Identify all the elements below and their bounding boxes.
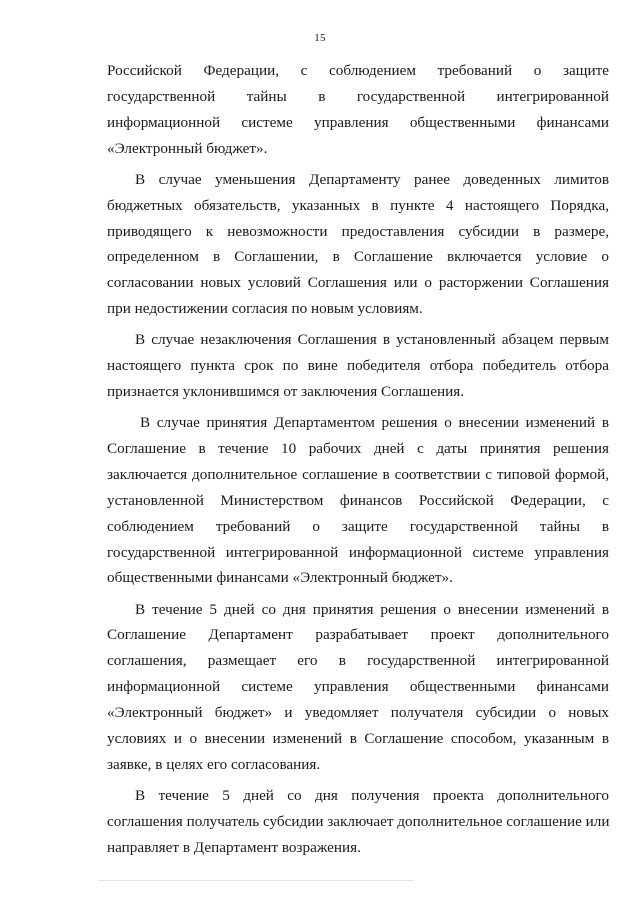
paragraph-line: информационной системе управления общественными финансами — [107, 113, 609, 131]
paragraph-line: бюджетных обязательств, указанных в пункте 4 настоящего Порядка, — [107, 196, 609, 214]
paragraph-line: В случае принятия Департаментом решения о внесении изменений в — [140, 414, 609, 432]
paragraph-line: Соглашение Департамент разрабатывает проект дополнительного — [107, 626, 609, 644]
page-number: 15 — [314, 32, 326, 44]
paragraph-line: установленной Министерством финансов Российской Федерации, с — [107, 491, 609, 509]
paragraph-line: заключается дополнительное соглашение в соответствии с типовой формой, — [107, 465, 609, 483]
paragraph-line: соблюдением требований о защите государственной тайны в — [107, 517, 609, 535]
paragraph-line: соглашения, размещает его в государственной интегрированной — [107, 652, 609, 670]
paragraph-line: настоящего пункта срок по вине победителя отбора победитель отбора — [107, 357, 609, 375]
paragraph-line: определенном в Соглашении, в Соглашение включается условие о — [107, 248, 609, 266]
paragraph-line: Российской Федерации, с соблюдением требований о защите — [107, 62, 609, 79]
bottom-divider — [98, 880, 414, 881]
paragraph-line: признается уклонившимся от заключения Соглашения. — [107, 383, 465, 401]
paragraph-line: государственной тайны в государственной интегрированной — [107, 87, 609, 105]
paragraph-line: соглашения получатель субсидии заключает дополнительное соглашение или — [107, 812, 610, 830]
document-body — [107, 58, 609, 866]
paragraph-line: направляет в Департамент возражения. — [107, 838, 361, 856]
paragraph — [107, 167, 609, 322]
paragraph-line: В течение 5 дней со дня получения проекта дополнительного — [135, 786, 609, 804]
paragraph — [107, 597, 609, 778]
paragraph — [107, 783, 609, 861]
paragraph-line: Соглашение в течение 10 рабочих дней с даты принятия решения — [107, 440, 609, 458]
paragraph-line: согласовании новых условий Соглашения или о расторжении Соглашения — [107, 274, 609, 292]
paragraph — [107, 410, 609, 591]
paragraph-line: общественными финансами «Электронный бюджет». — [107, 569, 453, 587]
paragraph-line: «Электронный бюджет». — [107, 139, 268, 157]
paragraph-line: при недостижении согласия по новым условиям. — [107, 300, 423, 318]
paragraph — [107, 58, 609, 162]
paragraph-line: В случае незаключения Соглашения в установленный абзацем первым — [135, 331, 609, 349]
paragraph-line: информационной системе управления общественными финансами — [107, 678, 609, 696]
paragraph — [107, 327, 609, 405]
paragraph-line: В случае уменьшения Департаменту ранее доведенных лимитов — [135, 170, 609, 188]
paragraph-line: «Электронный бюджет» и уведомляет получателя субсидии о новых — [107, 704, 609, 722]
paragraph-line: заявке, в целях его согласования. — [107, 755, 321, 773]
paragraph-line: условиях и о внесении изменений в Соглашение способом, указанным в — [107, 730, 609, 748]
paragraph-line: приводящего к невозможности предоставления субсидии в размере, — [107, 222, 609, 240]
paragraph-line: В течение 5 дней со дня принятия решения о внесении изменений в — [135, 600, 609, 618]
paragraph-line: государственной интегрированной информационной системе управления — [107, 543, 609, 561]
